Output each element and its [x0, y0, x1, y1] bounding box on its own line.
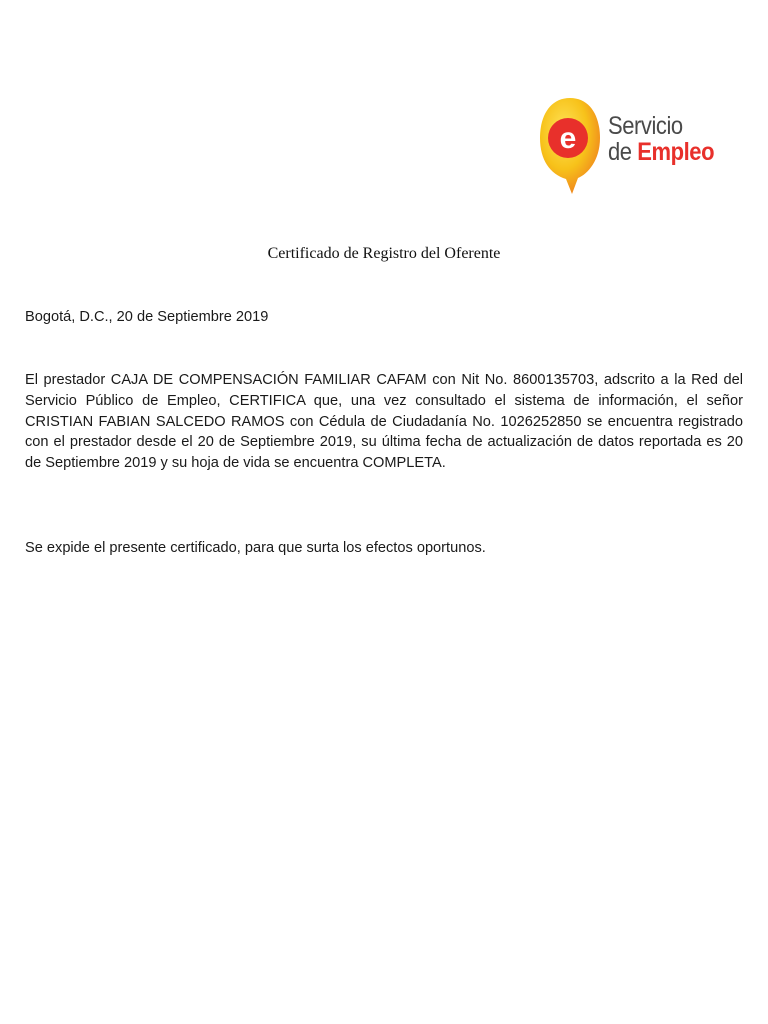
- logo-line-de-empleo: [608, 140, 714, 165]
- certification-paragraph: El prestador CAJA DE COMPENSACIÓN FAMILIAR CAFAM con Nit No. 8600135703, adscrito a la Red del Servicio Público de Empleo, CERTIFICA que, una vez consultado el sistema de información, el señor CRISTIAN FABIAN SALCEDO RAMOS con Cédula de Ciudadanía No. 1026252850 se encuentra registrado con el prestador desde el 20 de Septiembre 2019, su última fecha de actualización de datos reportada es 20 de Septiembre 2019 y su hoja de vida se encuentra COMPLETA.: [25, 372, 743, 472]
- e-speech-bubble-icon: [538, 94, 602, 196]
- servicio-de-empleo-logo: [538, 94, 728, 198]
- logo-word-empleo: Empleo: [637, 138, 715, 166]
- logo-word-de: de: [608, 138, 632, 166]
- logo-wordmark: [608, 114, 729, 165]
- date-line: Bogotá, D.C., 20 de Septiembre 2019: [25, 309, 269, 325]
- logo-mark-letter: e: [559, 122, 577, 155]
- document-title: Certificado de Registro del Oferente: [267, 245, 501, 262]
- logo-line-servicio: Servicio: [608, 112, 683, 140]
- closing-statement: Se expide el presente certificado, para que surta los efectos oportunos.: [25, 540, 486, 556]
